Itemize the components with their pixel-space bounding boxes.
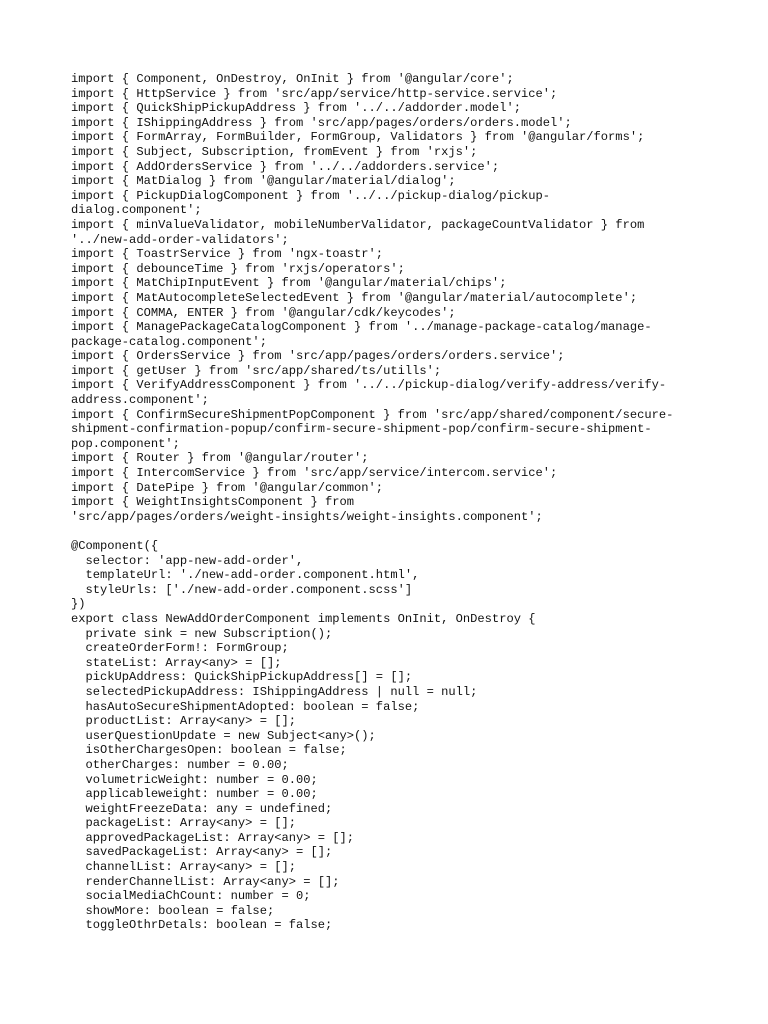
code-line: renderChannelList: Array<any> = [];: [71, 874, 340, 889]
code-line: import { PickupDialogComponent } from '../../pickup-dialog/pickup-: [71, 188, 550, 203]
code-listing: [71, 72, 711, 933]
code-line: dialog.component';: [71, 203, 202, 218]
code-line: import { minValueValidator, mobileNumberValidator, packageCountValidator } from: [71, 217, 645, 232]
code-line: import { OrdersService } from 'src/app/pages/orders/orders.service';: [71, 349, 565, 364]
code-line: package-catalog.component';: [71, 334, 267, 349]
code-line: styleUrls: ['./new-add-order.component.scss']: [71, 582, 413, 597]
code-line: selectedPickupAddress: IShippingAddress | null = null;: [71, 684, 478, 699]
code-line: createOrderForm!: FormGroup;: [71, 641, 289, 656]
code-line: userQuestionUpdate = new Subject<any>();: [71, 728, 376, 743]
code-line: savedPackageList: Array<any> = [];: [71, 845, 333, 860]
code-line: import { ConfirmSecureShipmentPopComponent } from 'src/app/shared/component/secure-: [71, 407, 674, 422]
code-line: import { MatAutocompleteSelectedEvent } from '@angular/material/autocomplete';: [71, 290, 638, 305]
code-line: [71, 524, 711, 539]
code-line: import { Component, OnDestroy, OnInit } from '@angular/core';: [71, 72, 514, 86]
code-line: isOtherChargesOpen: boolean = false;: [71, 743, 347, 758]
code-line: import { WeightInsightsComponent } from: [71, 495, 355, 510]
code-line: import { ToastrService } from 'ngx-toastr';: [71, 247, 384, 262]
code-line: import { IntercomService } from 'src/app/service/intercom.service';: [71, 466, 558, 481]
code-line: socialMediaChCount: number = 0;: [71, 889, 311, 904]
code-line: import { ManagePackageCatalogComponent } from '../manage-package-catalog/manage-: [71, 320, 652, 335]
code-line: import { MatDialog } from '@angular/material/dialog';: [71, 174, 456, 189]
code-line: private sink = new Subscription();: [71, 626, 333, 641]
code-line: address.component';: [71, 393, 209, 408]
code-line: import { IShippingAddress } from 'src/app/pages/orders/orders.model';: [71, 115, 572, 130]
code-line: pickUpAddress: QuickShipPickupAddress[] = [];: [71, 670, 413, 685]
code-line: import { Subject, Subscription, fromEvent } from 'rxjs';: [71, 144, 478, 159]
code-line: import { Router } from '@angular/router';: [71, 451, 369, 466]
code-line: otherCharges: number = 0.00;: [71, 757, 289, 772]
code-line: productList: Array<any> = [];: [71, 714, 296, 729]
code-line: import { COMMA, ENTER } from '@angular/cdk/keycodes';: [71, 305, 456, 320]
code-line: selector: 'app-new-add-order',: [71, 553, 304, 568]
code-line: hasAutoSecureShipmentAdopted: boolean = false;: [71, 699, 420, 714]
code-line: showMore: boolean = false;: [71, 903, 275, 918]
code-line: import { FormArray, FormBuilder, FormGroup, Validators } from '@angular/forms';: [71, 130, 645, 145]
code-line: }): [71, 597, 86, 612]
code-line: @Component({: [71, 539, 159, 553]
code-line: import { VerifyAddressComponent } from '../../pickup-dialog/verify-address/verify-: [71, 378, 667, 393]
code-line: import { MatChipInputEvent } from '@angular/material/chips';: [71, 276, 507, 291]
code-line: toggleOthrDetals: boolean = false;: [71, 918, 333, 933]
code-line: volumetricWeight: number = 0.00;: [71, 772, 318, 787]
code-line: packageList: Array<any> = [];: [71, 816, 296, 831]
code-line: stateList: Array<any> = [];: [71, 655, 282, 670]
code-line: '../new-add-order-validators';: [71, 232, 289, 247]
code-line: import { getUser } from 'src/app/shared/ts/utills';: [71, 363, 442, 378]
code-line: 'src/app/pages/orders/weight-insights/weight-insights.component';: [71, 509, 543, 524]
code-line: pop.component';: [71, 436, 180, 451]
code-line: shipment-confirmation-popup/confirm-secure-shipment-pop/confirm-secure-shipment-: [71, 422, 652, 437]
code-line: import { debounceTime } from 'rxjs/operators';: [71, 261, 405, 276]
code-line: import { DatePipe } from '@angular/common';: [71, 480, 384, 495]
code-line: export class NewAddOrderComponent implements OnInit, OnDestroy {: [71, 611, 536, 626]
code-line: applicableweight: number = 0.00;: [71, 787, 318, 802]
code-line: approvedPackageList: Array<any> = [];: [71, 830, 355, 845]
code-line: import { HttpService } from 'src/app/service/http-service.service';: [71, 86, 558, 101]
code-line: weightFreezeData: any = undefined;: [71, 801, 333, 816]
code-line: import { AddOrdersService } from '../../addorders.service';: [71, 159, 500, 174]
code-line: templateUrl: './new-add-order.component.html',: [71, 568, 420, 583]
code-line: channelList: Array<any> = [];: [71, 860, 296, 875]
code-line: import { QuickShipPickupAddress } from '../../addorder.model';: [71, 101, 521, 116]
